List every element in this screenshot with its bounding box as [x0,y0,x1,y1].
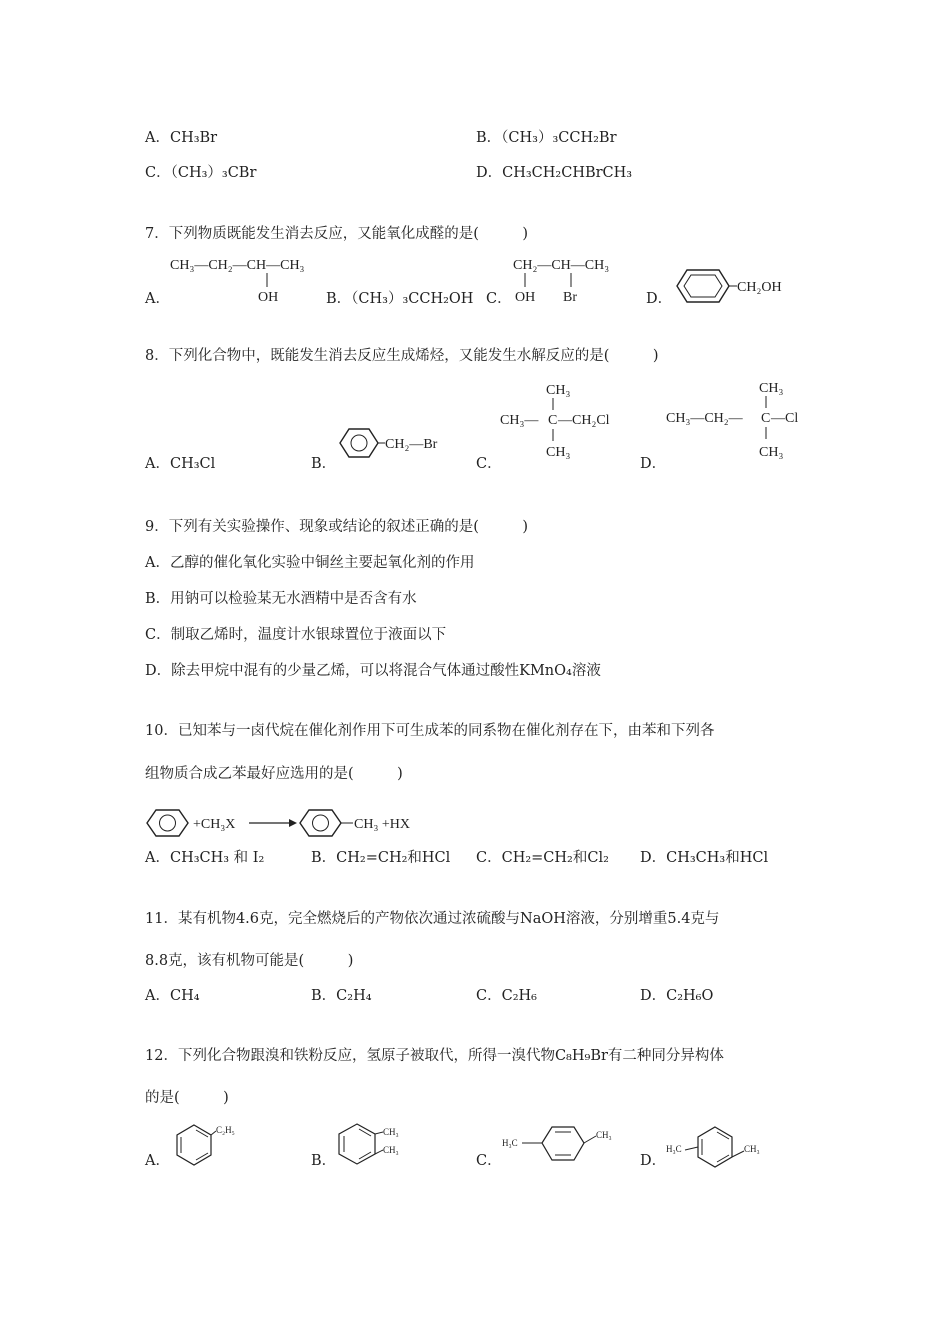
q7-d-benzyl-alcohol [671,268,801,304]
q8-c-structure [500,380,630,460]
svg-text:CH₂—CH—CH₃: CH₂—CH—CH₃ [513,258,610,273]
q10-stem-line2: 组物质合成乙苯最好应选用的是( ) [145,766,403,782]
q12-c-p-xylene [500,1124,630,1166]
svg-text:CH₃—CH₂—CH—CH₃: CH₃—CH₂—CH—CH₃ [170,258,305,273]
q12-a-ethylbenzene [170,1122,250,1166]
svg-text:CH₃—CH₂—: CH₃—CH₂— [666,411,743,426]
svg-text:+CH₃X: +CH₃X [193,817,236,832]
q7-stem: 7．下列物质既能发生消去反应，又能氧化成醛的是( ) [145,226,529,242]
q7-c-structure [513,255,633,305]
q10-stem-line1: 10．已知苯与一卤代烷在催化剂作用下可生成苯的同系物在催化剂存在下，由苯和下列各 [145,723,715,739]
svg-text:CH₂—Br: CH₂—Br [385,437,438,452]
q11-stem-line1: 11．某有机物4.6克，完全燃烧后的产物依次通过浓硫酸与NaOH溶液，分别增重5.4克与 [145,911,720,927]
q6-option-c: C．（CH₃）₃CBr [145,165,257,181]
svg-text:OH: OH [515,290,536,305]
svg-text:CH₃—: CH₃— [500,413,539,428]
svg-text:CH₃: CH₃ [383,1127,399,1137]
q11-option-c: C．C₂H₆ [476,988,537,1004]
q12-option-b-label: B． [311,1153,337,1169]
q8-option-b-label: B． [311,456,337,472]
svg-text:—Cl: —Cl [771,411,799,426]
svg-text:CH₃ +HX: CH₃ +HX [354,817,410,832]
svg-text:CH₃: CH₃ [759,445,784,460]
q11-option-b: B．C₂H₄ [311,988,372,1004]
q12-option-c-label: C． [476,1153,502,1169]
svg-text:C: C [761,411,771,426]
q9-stem: 9．下列有关实验操作、现象或结论的叙述正确的是( ) [145,519,529,535]
q7-option-c-label: C． [486,291,512,307]
q7-option-b: B．（CH₃）₃CCH₂OH [326,291,474,307]
q8-d-structure [666,376,816,462]
q8-option-a: A．CH₃Cl [145,456,216,472]
q8-stem: 8．下列化合物中，既能发生消去反应生成烯烃，又能发生水解反应的是( ) [145,348,659,364]
q9-option-c: C．制取乙烯时，温度计水银球置位于液面以下 [145,627,447,643]
q10-option-a: A．CH₃CH₃ 和 I₂ [145,850,265,866]
svg-text:H₃C: H₃C [502,1138,518,1148]
svg-text:Br: Br [563,290,577,305]
q8-option-d-label: D． [640,456,667,472]
q10-reaction-equation [145,807,435,839]
svg-text:CH₃: CH₃ [546,445,571,460]
q6-option-a: A．CH₃Br [145,130,218,146]
q9-option-a: A．乙醇的催化氧化实验中铜丝主要起氧化剂的作用 [145,555,475,571]
q11-option-d: D．C₂H₆O [640,988,714,1004]
svg-text:CH₃: CH₃ [546,383,571,398]
q11-stem-line2: 8.8克，该有机物可能是( ) [145,953,354,969]
q10-option-b: B．CH₂=CH₂和HCl [311,850,451,866]
q7-a-structure [170,255,330,305]
svg-text:C: C [548,413,558,428]
q10-option-d: D．CH₃CH₃和HCl [640,850,769,866]
q8-b-benzyl-bromide [337,426,447,460]
svg-text:CH₃: CH₃ [759,381,784,396]
q11-option-a: A．CH₄ [145,988,200,1004]
q12-option-a-label: A． [145,1153,170,1169]
svg-text:C₂H₅: C₂H₅ [216,1125,235,1135]
q8-option-c-label: C． [476,456,502,472]
svg-text:—CH₂Cl: —CH₂Cl [558,413,610,428]
svg-text:OH: OH [258,290,279,305]
q12-stem-line1: 12．下列化合物跟溴和铁粉反应，氢原子被取代，所得一溴代物C₈H₉Br有二种同分异构体 [145,1048,724,1064]
q7-option-d-label: D． [646,291,673,307]
q9-option-b: B．用钠可以检验某无水酒精中是否含有水 [145,591,417,607]
q6-option-d: D．CH₃CH₂CHBrCH₃ [476,165,633,181]
q7-option-a-label: A． [145,291,170,307]
q12-option-d-label: D． [640,1153,667,1169]
q10-option-c: C．CH₂=CH₂和Cl₂ [476,850,609,866]
svg-text:CH₃: CH₃ [744,1144,760,1154]
q12-b-o-xylene [335,1120,415,1166]
svg-text:CH₂OH: CH₂OH [737,280,782,295]
svg-text:H₃C: H₃C [666,1144,682,1154]
q9-option-d: D．除去甲烷中混有的少量乙烯，可以将混合气体通过酸性KMnO₄溶液 [145,663,601,679]
q12-stem-line2: 的是( ) [145,1090,229,1106]
svg-text:CH₃: CH₃ [596,1130,612,1140]
q6-option-b: B．（CH₃）₃CCH₂Br [476,130,617,146]
q12-d-m-xylene [664,1124,774,1166]
svg-text:CH₃: CH₃ [383,1145,399,1155]
